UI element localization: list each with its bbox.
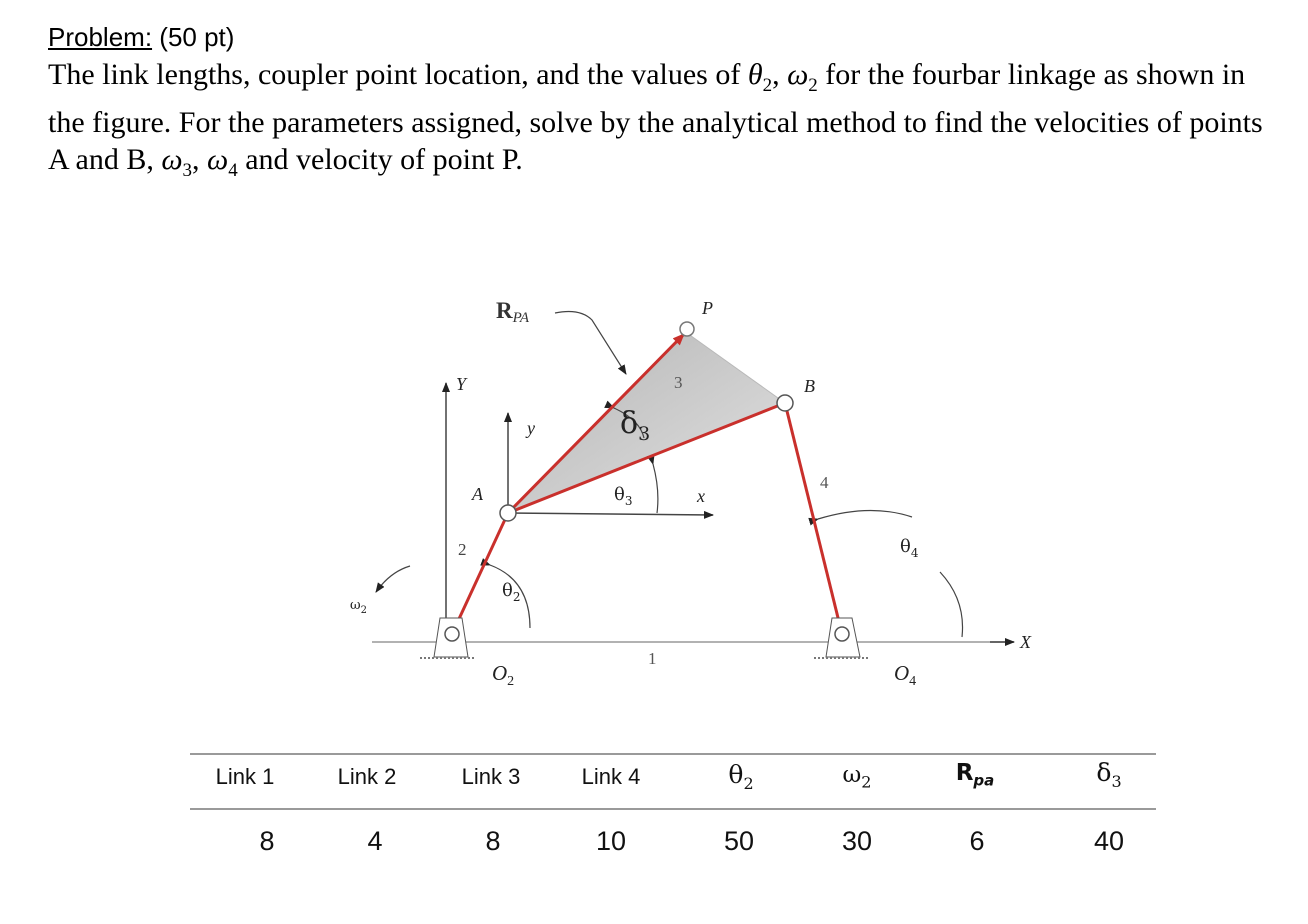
label-local-y: y (527, 418, 535, 438)
value-theta2: 50 (723, 826, 755, 856)
value-link-3: 8 (485, 826, 501, 856)
header-link-2: Link 2 (337, 764, 397, 789)
label-link-4: 4 (820, 473, 829, 492)
pin-b (777, 395, 793, 411)
coupler-point-p (680, 322, 694, 336)
label-o2: $O_2$ (492, 661, 515, 689)
label-global-y: Y (456, 374, 467, 394)
table-mid-rule (190, 808, 1156, 810)
header-delta3: $\delta_3$ (1096, 758, 1122, 791)
problem-statement: The link lengths, coupler point location, and the values of $\theta_2$, $\omega_2$ for the fourbar linkage as shown in the figure. For the parameters assigned, solve by the analytical method to find the velocities of points A and B, $\omega_3$, $\omega_4$ and velocity of point P. (48, 58, 1263, 181)
table-top-rule (190, 753, 1156, 755)
value-delta3: 40 (1093, 826, 1125, 856)
problem-points: (50 pt) (159, 22, 235, 52)
rpa-leader-arrow (555, 312, 626, 374)
header-theta2: $\theta_2$ (728, 760, 754, 793)
label-b: B (804, 376, 815, 396)
header-omega2: $\omega_2$ (842, 762, 872, 792)
header-rpa: $R_{pa}$ (955, 760, 995, 790)
label-link-3: 3 (674, 373, 683, 392)
label-theta2: $\theta_2$ (502, 580, 521, 604)
value-rpa: 6 (969, 826, 985, 856)
theta3-arc (653, 464, 658, 513)
value-link-2: 4 (367, 826, 383, 856)
label-link-2: 2 (458, 540, 467, 559)
pin-a (500, 505, 516, 521)
pin-o2 (445, 627, 459, 641)
link-4 (785, 403, 842, 634)
header-link-4: Link 4 (581, 764, 641, 789)
label-o4: $O_4$ (894, 661, 917, 689)
label-omega2: $\omega_2$ (350, 598, 367, 616)
label-p: P (702, 298, 713, 318)
value-omega2: 30 (841, 826, 873, 856)
local-x-axis (508, 513, 713, 515)
label-global-x: X (1020, 632, 1031, 652)
theta4-arc (818, 510, 912, 519)
value-link-4: 10 (595, 826, 627, 856)
value-link-1: 8 (259, 826, 275, 856)
header-link-3: Link 3 (461, 764, 521, 789)
label-theta3: $\theta_3$ (614, 484, 633, 508)
label-local-x: x (697, 486, 705, 506)
link-2 (452, 513, 508, 634)
header-link-1: Link 1 (215, 764, 275, 789)
omega2-arrow (376, 566, 410, 592)
label-a: A (472, 484, 483, 504)
label-theta4: $\theta_4$ (900, 536, 919, 560)
theta4-arc-lower (940, 572, 963, 637)
label-delta3: $\delta_3$ (620, 406, 651, 445)
label-link-1: 1 (648, 649, 657, 668)
problem-label: Problem: (48, 22, 153, 52)
label-rpa: RPA (496, 298, 530, 326)
pin-o4 (835, 627, 849, 641)
